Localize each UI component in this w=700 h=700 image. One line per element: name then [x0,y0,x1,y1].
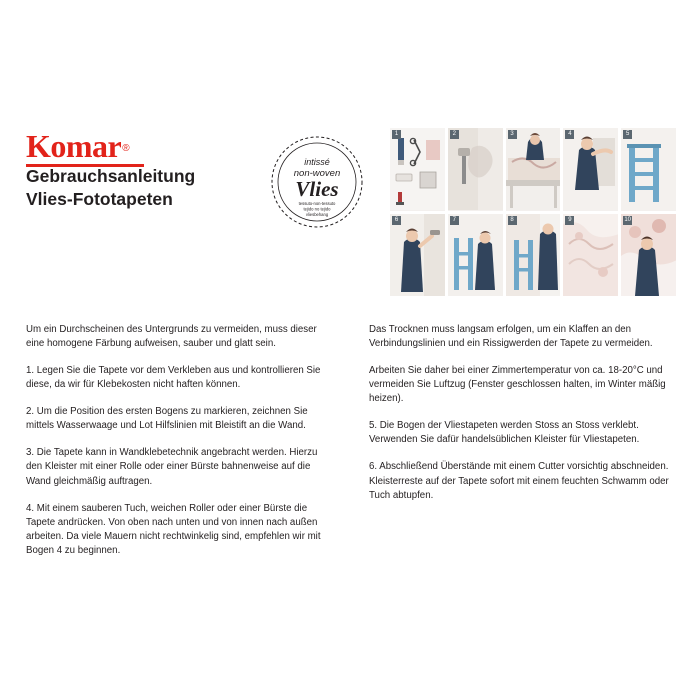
paragraph-step-1: 1. Legen Sie die Tapete vor dem Verkleben aus und kontrollieren Sie diese, da wir für Klebekosten nicht haften können. [26,365,321,391]
paragraph-drying: Das Trocknen muss langsam erfolgen, um ein Klaffen an den Verbindungslinien und ein Rissigwerden der Tapete zu vermeiden. [369,324,653,350]
paragraph-temperature: Arbeiten Sie daher bei einer Zimmertemperatur von ca. 18-20°C und vermeiden Sie Luftzug (Fenster geschlossen halten, im Winter mäßig heizen). [369,365,666,405]
step-number-badge: 7 [450,216,459,225]
step-image-1 [390,128,445,211]
page-title [26,165,276,211]
svg-text:tejido no tejido: tejido no tejido [303,206,331,212]
paragraph-intro: Um ein Durchscheinen des Untergrunds zu vermeiden, muss dieser eine homogene Färbung aufweisen, sauber und glatt sein. [26,324,317,350]
step-number-badge: 1 [392,130,401,139]
page-title-line2: Vlies-Fototapeten [26,188,173,209]
step-number-badge: 9 [565,216,574,225]
page-title-line1: Gebrauchsanleitung [26,166,196,186]
step-number-badge: 4 [565,130,574,139]
step-number-badge: 5 [623,130,632,139]
step-image-2 [448,128,503,211]
svg-text:tessuto-non-tessuto: tessuto-non-tessuto [298,201,336,206]
brand-name: Komar [26,128,122,164]
paragraph-step-3: 3. Die Tapete kann in Wandklebetechnik angebracht werden. Hierzu den Kleister mit einer Rolle oder einer Bürste bahnenweise auf die Wand gleichmäßig auftragen. [26,447,318,487]
svg-text:non-woven: non-woven [293,168,341,179]
paragraph-step-6: 6. Abschließend Überstände mit einem Cutter vorsichtig abschneiden. Kleisterreste auf der Tapete sofort mit einem feuchten Schwamm oder Tuch abtupfen. [369,461,669,501]
svg-text:intissé: intissé [304,157,330,167]
paragraph-step-4: 4. Mit einem sauberen Tuch, weichen Roller oder einer Bürste die Tapete andrücken. Von oben nach unten und von innen nach außen arbeiten. Da viele Mauern nicht rechtwinkelig sind, empfehlen wir mit Bogen 4 zu beginnen. [26,502,321,556]
vlies-seal-badge [269,134,365,230]
step-image-3 [506,128,561,211]
step-image-8 [506,214,561,297]
step-image-4 [563,128,618,211]
svg-text:Vlies: Vlies [295,177,339,201]
header-area [26,120,676,310]
step-number-badge: 3 [508,130,517,139]
brand-logo [26,130,256,167]
step-number-badge: 2 [450,130,459,139]
step-number-badge: 8 [508,216,517,225]
step-image-9 [563,214,618,297]
instructions-column-left [26,323,326,558]
instruction-image-grid [390,128,676,296]
step-image-5 [621,128,676,211]
step-image-7 [448,214,503,297]
step-number-badge: 10 [624,216,632,223]
svg-text:vliesbehang: vliesbehang [305,212,329,217]
instructions-column-right [369,323,676,503]
step-number-badge: 6 [392,216,401,225]
paragraph-step-5: 5. Die Bogen der Vliestapeten werden Stoss an Stoss verklebt. Verwenden Sie dafür handelsüblichen Kleister für Vliestapeten. [369,420,640,446]
step-image-10 [621,214,676,297]
paragraph-step-2: 2. Um die Position des ersten Bogens zu markieren, zeichnen Sie mittels Wasserwaage und Lot Hilfslinien mit Bleistift an die Wand. [26,406,308,432]
registered-mark-icon: ® [122,142,130,154]
step-image-6 [390,214,445,297]
